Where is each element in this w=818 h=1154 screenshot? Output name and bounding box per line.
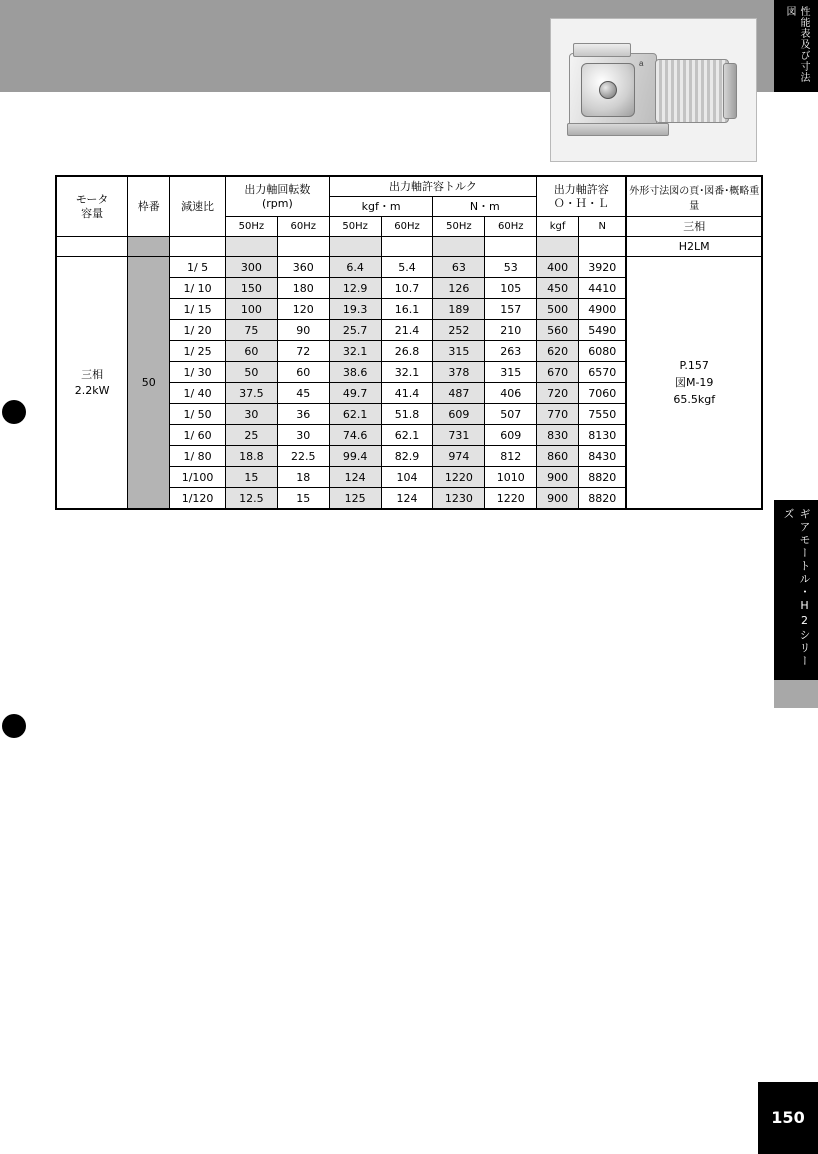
motor-body [655, 59, 729, 123]
specification-table [55, 175, 763, 510]
cell-rpm-60hz: 120 [277, 299, 329, 320]
cell-nm-50hz: 252 [433, 320, 485, 341]
cell-ratio: 1/120 [170, 488, 226, 510]
cell-ratio: 1/ 80 [170, 446, 226, 467]
table-row [56, 257, 762, 278]
header-output-speed-l2: (rpm) [261, 196, 293, 210]
section-tab-series [774, 500, 818, 680]
cell-rpm-50hz: 50 [226, 362, 278, 383]
cell-thrust-n: 7550 [579, 404, 627, 425]
cell-nm-50hz: 378 [433, 362, 485, 383]
cell-ratio: 1/ 20 [170, 320, 226, 341]
header-spacer-kgf60 [381, 237, 433, 257]
cell-rpm-50hz: 75 [226, 320, 278, 341]
cell-thrust-n: 4410 [579, 278, 627, 299]
cell-rpm-60hz: 15 [277, 488, 329, 510]
cell-kgfm-60hz: 62.1 [381, 425, 433, 446]
header-spacer-speed60 [277, 237, 329, 257]
header-dimension-note: 外形寸法図の頁･図番･概略重量 [626, 176, 762, 217]
cell-thrust-n: 4900 [579, 299, 627, 320]
header-thrust-n: N [579, 217, 627, 237]
cell-nm-60hz: 263 [485, 341, 537, 362]
cell-nm-60hz: 105 [485, 278, 537, 299]
cell-kgfm-60hz: 32.1 [381, 362, 433, 383]
header-reduction-ratio: 減速比 [170, 176, 226, 237]
cell-rpm-50hz: 100 [226, 299, 278, 320]
cell-thrust-kgf: 450 [537, 278, 579, 299]
header-spacer-kgf50 [329, 237, 381, 257]
cell-ratio: 1/ 60 [170, 425, 226, 446]
header-speed-50hz: 50Hz [226, 217, 278, 237]
cell-rpm-50hz: 25 [226, 425, 278, 446]
cell-thrust-n: 6570 [579, 362, 627, 383]
header-three-phase: 三相 [626, 217, 762, 237]
header-spacer-capacity [56, 237, 128, 257]
cell-rpm-50hz: 300 [226, 257, 278, 278]
cell-nm-50hz: 189 [433, 299, 485, 320]
header-torque-kgfm: kgf・m [329, 197, 433, 217]
motor-phase: 三相 [81, 367, 104, 381]
note-weight: 65.5kgf [673, 393, 716, 406]
header-nm-60hz: 60Hz [485, 217, 537, 237]
cell-kgfm-50hz: 124 [329, 467, 381, 488]
cell-ratio: 1/ 5 [170, 257, 226, 278]
cell-thrust-kgf: 400 [537, 257, 579, 278]
cell-nm-60hz: 315 [485, 362, 537, 383]
cell-kgfm-50hz: 19.3 [329, 299, 381, 320]
gearmotor-output-shaft [599, 81, 617, 99]
cell-ratio: 1/100 [170, 467, 226, 488]
note-page-ref: P.157 [679, 359, 709, 372]
cell-nm-60hz: 1010 [485, 467, 537, 488]
cell-nm-50hz: 1220 [433, 467, 485, 488]
cell-nm-60hz: 1220 [485, 488, 537, 510]
cell-kgfm-60hz: 26.8 [381, 341, 433, 362]
cell-dimension-note [626, 257, 762, 510]
cell-kgfm-50hz: 125 [329, 488, 381, 510]
cell-frame-no: 50 [128, 257, 170, 510]
header-spacer-ratio [170, 237, 226, 257]
cell-nm-60hz: 609 [485, 425, 537, 446]
header-allowable-torque: 出力軸許容トルク [329, 176, 536, 197]
header-model: H2LM [626, 237, 762, 257]
cell-thrust-n: 7060 [579, 383, 627, 404]
product-photo [550, 18, 757, 162]
cell-kgfm-60hz: 21.4 [381, 320, 433, 341]
cell-nm-50hz: 1230 [433, 488, 485, 510]
cell-thrust-n: 8820 [579, 488, 627, 510]
cell-thrust-n: 8820 [579, 467, 627, 488]
note-figure-ref: 図M-19 [674, 376, 714, 389]
cell-nm-60hz: 406 [485, 383, 537, 404]
cell-nm-60hz: 812 [485, 446, 537, 467]
cell-ratio: 1/ 25 [170, 341, 226, 362]
cell-nm-60hz: 53 [485, 257, 537, 278]
binding-mark-1 [2, 400, 26, 424]
cell-rpm-60hz: 36 [277, 404, 329, 425]
spec-table-wrap [55, 175, 763, 510]
header-motor-capacity-l2: 容量 [81, 206, 104, 220]
cell-kgfm-60hz: 16.1 [381, 299, 433, 320]
section-tab-top-label: 性能表及び寸法図 [784, 6, 809, 83]
cell-kgfm-50hz: 38.6 [329, 362, 381, 383]
cell-thrust-n: 8130 [579, 425, 627, 446]
cell-kgfm-60hz: 51.8 [381, 404, 433, 425]
binding-mark-2 [2, 714, 26, 738]
header-thrust-kgf: kgf [537, 217, 579, 237]
cell-kgfm-50hz: 32.1 [329, 341, 381, 362]
cell-thrust-kgf: 830 [537, 425, 579, 446]
gearmotor-top-flange [573, 43, 631, 57]
page-number: 150 [771, 1108, 805, 1127]
cell-kgfm-50hz: 74.6 [329, 425, 381, 446]
cell-ratio: 1/ 40 [170, 383, 226, 404]
cell-thrust-kgf: 900 [537, 467, 579, 488]
cell-rpm-60hz: 30 [277, 425, 329, 446]
header-frame-no: 枠番 [128, 176, 170, 237]
cell-nm-50hz: 126 [433, 278, 485, 299]
header-spacer-nm60 [485, 237, 537, 257]
header-speed-60hz: 60Hz [277, 217, 329, 237]
header-spacer-nm50 [433, 237, 485, 257]
cell-thrust-n: 8430 [579, 446, 627, 467]
cell-kgfm-50hz: 6.4 [329, 257, 381, 278]
header-kgfm-50hz: 50Hz [329, 217, 381, 237]
cell-motor-capacity [56, 257, 128, 510]
cell-thrust-n: 6080 [579, 341, 627, 362]
section-tab-series-label: ギアモートル・H2シリーズ [782, 508, 811, 668]
header-spacer-thrust-kgf [537, 237, 579, 257]
cell-rpm-60hz: 45 [277, 383, 329, 404]
cell-ratio: 1/ 15 [170, 299, 226, 320]
cell-kgfm-50hz: 99.4 [329, 446, 381, 467]
header-nm-50hz: 50Hz [433, 217, 485, 237]
header-output-speed-l1: 出力軸回転数 [244, 182, 311, 196]
cell-kgfm-60hz: 124 [381, 488, 433, 510]
cell-nm-50hz: 315 [433, 341, 485, 362]
cell-thrust-kgf: 900 [537, 488, 579, 510]
cell-rpm-60hz: 60 [277, 362, 329, 383]
cell-rpm-50hz: 60 [226, 341, 278, 362]
cell-nm-50hz: 487 [433, 383, 485, 404]
cell-nm-50hz: 609 [433, 404, 485, 425]
cell-rpm-50hz: 30 [226, 404, 278, 425]
cell-rpm-60hz: 90 [277, 320, 329, 341]
cell-kgfm-50hz: 62.1 [329, 404, 381, 425]
cell-kgfm-50hz: 25.7 [329, 320, 381, 341]
header-output-speed [226, 176, 330, 217]
page-number-block [758, 1082, 818, 1154]
header-motor-capacity-l1: モータ [75, 192, 109, 206]
cell-rpm-50hz: 12.5 [226, 488, 278, 510]
header-motor-capacity [56, 176, 128, 237]
cell-nm-60hz: 507 [485, 404, 537, 425]
cell-rpm-50hz: 150 [226, 278, 278, 299]
cell-kgfm-60hz: 104 [381, 467, 433, 488]
cell-rpm-60hz: 18 [277, 467, 329, 488]
cell-kgfm-50hz: 49.7 [329, 383, 381, 404]
motor-fan-cover [723, 63, 737, 119]
spec-table-body [56, 257, 762, 510]
cell-thrust-kgf: 770 [537, 404, 579, 425]
motor-capacity-value: 2.2kW [74, 383, 110, 397]
cell-ratio: 1/ 50 [170, 404, 226, 425]
cell-kgfm-60hz: 41.4 [381, 383, 433, 404]
cell-thrust-kgf: 860 [537, 446, 579, 467]
cell-nm-50hz: 63 [433, 257, 485, 278]
section-tab-marker [774, 680, 818, 708]
cell-kgfm-50hz: 12.9 [329, 278, 381, 299]
header-spacer-frame [128, 237, 170, 257]
cell-rpm-60hz: 360 [277, 257, 329, 278]
header-allowable-thrust-l1: 出力軸許容 [553, 182, 609, 196]
cell-kgfm-60hz: 82.9 [381, 446, 433, 467]
cell-thrust-n: 3920 [579, 257, 627, 278]
cell-nm-60hz: 210 [485, 320, 537, 341]
cell-rpm-60hz: 22.5 [277, 446, 329, 467]
cell-rpm-60hz: 180 [277, 278, 329, 299]
cell-thrust-kgf: 560 [537, 320, 579, 341]
cell-rpm-50hz: 18.8 [226, 446, 278, 467]
cell-ratio: 1/ 30 [170, 362, 226, 383]
cell-ratio: 1/ 10 [170, 278, 226, 299]
cell-rpm-50hz: 37.5 [226, 383, 278, 404]
cell-thrust-kgf: 500 [537, 299, 579, 320]
cell-thrust-kgf: 620 [537, 341, 579, 362]
cell-kgfm-60hz: 10.7 [381, 278, 433, 299]
cell-rpm-60hz: 72 [277, 341, 329, 362]
cell-thrust-kgf: 670 [537, 362, 579, 383]
mounting-foot [567, 123, 669, 136]
header-spacer-thrust-n [579, 237, 627, 257]
photo-caption: a [639, 59, 644, 68]
header-spacer-speed50 [226, 237, 278, 257]
cell-thrust-kgf: 720 [537, 383, 579, 404]
cell-rpm-50hz: 15 [226, 467, 278, 488]
section-tab-top [774, 0, 818, 92]
cell-thrust-n: 5490 [579, 320, 627, 341]
cell-nm-50hz: 974 [433, 446, 485, 467]
header-torque-nm: N・m [433, 197, 537, 217]
header-allowable-thrust-l2: Ｏ・Ｈ・Ｌ [553, 196, 609, 210]
cell-kgfm-60hz: 5.4 [381, 257, 433, 278]
header-kgfm-60hz: 60Hz [381, 217, 433, 237]
cell-nm-60hz: 157 [485, 299, 537, 320]
cell-nm-50hz: 731 [433, 425, 485, 446]
header-allowable-thrust [537, 176, 627, 217]
